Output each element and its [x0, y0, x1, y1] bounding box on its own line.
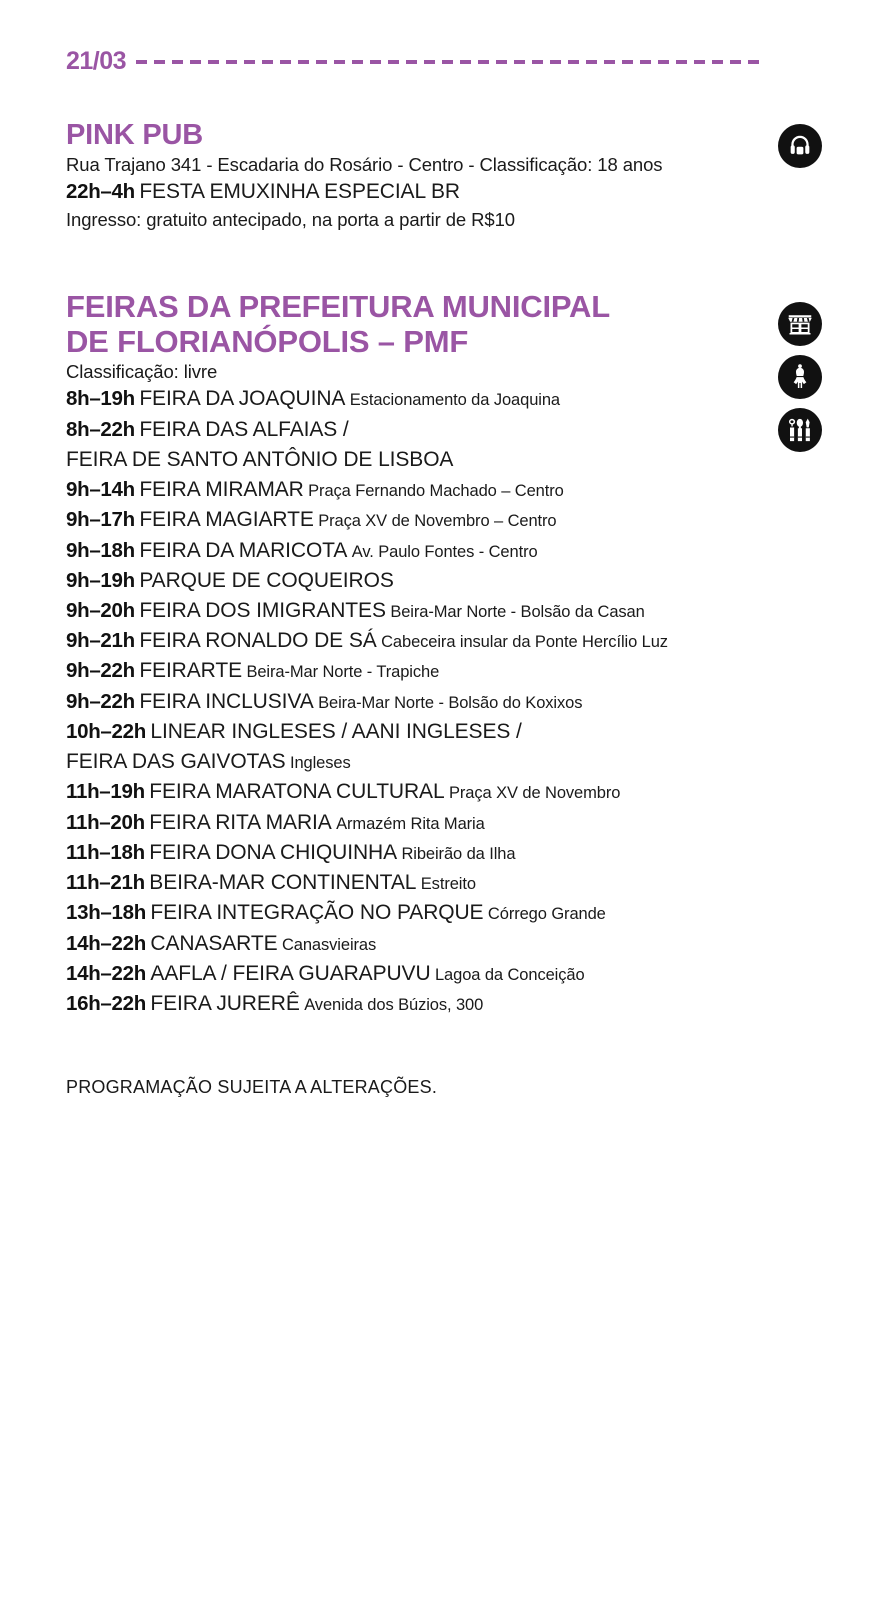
event-time: 14h–22h: [66, 961, 146, 985]
event-name: PARQUE DE COQUEIROS: [139, 568, 394, 592]
event-name: FEIRA DOS IMIGRANTES: [139, 599, 386, 623]
event-name: AAFLA / FEIRA GUARAPUVU: [150, 961, 431, 985]
event-name: FEIRA DA MARICOTA: [139, 538, 348, 562]
event-place: Córrego Grande: [487, 905, 606, 924]
event-listing-feiras: [66, 384, 772, 1019]
event-name: FEIRA JURERÊ: [150, 992, 300, 1016]
event-place: Ribeirão da Ilha: [401, 844, 516, 863]
event-name: FESTA EMUXINHA ESPECIAL BR: [139, 179, 460, 203]
event-time: 14h–22h: [66, 931, 146, 955]
event-place: Beira-Mar Norte - Bolsão da Casan: [390, 603, 645, 622]
event-name: LINEAR INGLESES / AANI INGLESES /: [150, 719, 522, 743]
list-item: [66, 536, 772, 566]
list-item: [66, 177, 772, 207]
event-name: FEIRA DAS GAIVOTAS: [66, 750, 286, 774]
list-item: [66, 475, 772, 505]
market-stall-icon: [778, 302, 822, 346]
venue-body-feiras: [66, 290, 772, 1019]
event-name: FEIRA MAGIARTE: [139, 508, 314, 532]
list-item: [66, 929, 772, 959]
list-item: [66, 777, 772, 807]
event-place: Armazém Rita Maria: [336, 814, 485, 833]
list-item: [66, 596, 772, 626]
event-time: 13h–18h: [66, 901, 146, 925]
event-name: FEIRA MARATONA CULTURAL: [149, 780, 445, 804]
venue-title-line-1: FEIRAS DA PREFEITURA MUNICIPAL: [66, 289, 610, 325]
venue-body-pink-pub: [66, 120, 772, 232]
event-name: CANASARTE: [150, 931, 278, 955]
list-item: [66, 959, 772, 989]
event-name: FEIRARTE: [139, 659, 242, 683]
event-listing-pink-pub: [66, 177, 772, 207]
event-name: FEIRA INTEGRAÇÃO NO PARQUE: [150, 901, 484, 925]
event-name: FEIRA RONALDO DE SÁ: [139, 629, 377, 653]
event-name: FEIRA MIRAMAR: [139, 478, 304, 502]
event-time: 22h–4h: [66, 179, 135, 203]
list-item: [66, 384, 772, 414]
event-name: FEIRA DE SANTO ANTÔNIO DE LISBOA: [66, 447, 454, 471]
venue-title-line-2: DE FLORIANÓPOLIS – PMF: [66, 323, 469, 359]
headphones-icon: [778, 124, 822, 168]
venue-classification: Classificação: livre: [66, 361, 218, 383]
venue-title: PINK PUB: [66, 119, 203, 151]
event-time: 11h–20h: [66, 810, 145, 834]
list-item: [66, 989, 772, 1019]
event-name: FEIRA RITA MARIA: [149, 810, 332, 834]
event-time: 9h–17h: [66, 508, 135, 532]
event-time: 9h–18h: [66, 538, 135, 562]
event-place: Estacionamento da Joaquina: [349, 391, 560, 410]
venue-address: Rua Trajano 341 - Escadaria do Rosário - Centro - Classificação: 18 anos: [66, 153, 663, 175]
list-item: [66, 808, 772, 838]
event-place: Ingleses: [289, 754, 351, 773]
event-place: Canasvieiras: [281, 935, 377, 954]
list-item: [66, 868, 772, 898]
event-time: 9h–19h: [66, 568, 135, 592]
event-place: Praça Fernando Machado – Centro: [308, 482, 564, 501]
dress-mannequin-icon: [778, 355, 822, 399]
list-item: [66, 566, 772, 596]
event-name: FEIRA DA JOAQUINA: [139, 387, 346, 411]
event-place: Lagoa da Conceição: [434, 965, 585, 984]
list-item: [66, 838, 772, 868]
list-item: [66, 626, 772, 656]
event-time: 9h–22h: [66, 689, 135, 713]
list-item: [66, 898, 772, 928]
event-time: 11h–18h: [66, 840, 145, 864]
event-place: Beira-Mar Norte - Trapiche: [246, 663, 440, 682]
list-item: [66, 687, 772, 717]
dashed-rule: [136, 60, 761, 64]
schedule-disclaimer: PROGRAMAÇÃO SUJEITA A ALTERAÇÕES.: [66, 1077, 438, 1098]
event-time: 9h–20h: [66, 599, 135, 623]
event-name: FEIRA DAS ALFAIAS /: [139, 417, 349, 441]
event-time: 8h–19h: [66, 387, 135, 411]
event-time: 16h–22h: [66, 992, 146, 1016]
list-item: [66, 717, 772, 747]
craft-tools-icon: [778, 408, 822, 452]
event-place: Beira-Mar Norte - Bolsão do Koxixos: [318, 693, 583, 712]
event-time: 11h–19h: [66, 780, 145, 804]
event-name: FEIRA INCLUSIVA: [139, 689, 314, 713]
date-label: 21/03: [66, 46, 127, 75]
list-item: [66, 445, 772, 475]
venue-block-feiras-pmf: [66, 290, 824, 1019]
venue-block-pink-pub: [66, 120, 824, 232]
date-header: [66, 44, 824, 78]
icon-column-pink-pub: [778, 124, 822, 168]
icon-column-feiras: [778, 302, 822, 452]
event-name: FEIRA DONA CHIQUINHA: [149, 840, 397, 864]
event-place: Av. Paulo Fontes - Centro: [351, 542, 538, 561]
venue-ticket-note: Ingresso: gratuito antecipado, na porta a partir de R$10: [66, 209, 515, 231]
event-place: Cabeceira insular da Ponte Hercílio Luz: [381, 633, 668, 652]
event-time: 8h–22h: [66, 417, 135, 441]
event-time: 11h–21h: [66, 871, 145, 895]
event-name: BEIRA-MAR CONTINENTAL: [149, 871, 417, 895]
event-place: Praça XV de Novembro – Centro: [318, 512, 557, 531]
list-item: [66, 505, 772, 535]
event-time: 9h–22h: [66, 659, 135, 683]
event-place: Avenida dos Búzios, 300: [304, 996, 484, 1015]
list-item: [66, 656, 772, 686]
event-time: 9h–21h: [66, 629, 135, 653]
list-item: [66, 415, 772, 445]
event-place: Estreito: [420, 875, 476, 894]
event-time: 10h–22h: [66, 719, 146, 743]
event-place: Praça XV de Novembro: [449, 784, 621, 803]
event-time: 9h–14h: [66, 478, 135, 502]
list-item: [66, 747, 772, 777]
